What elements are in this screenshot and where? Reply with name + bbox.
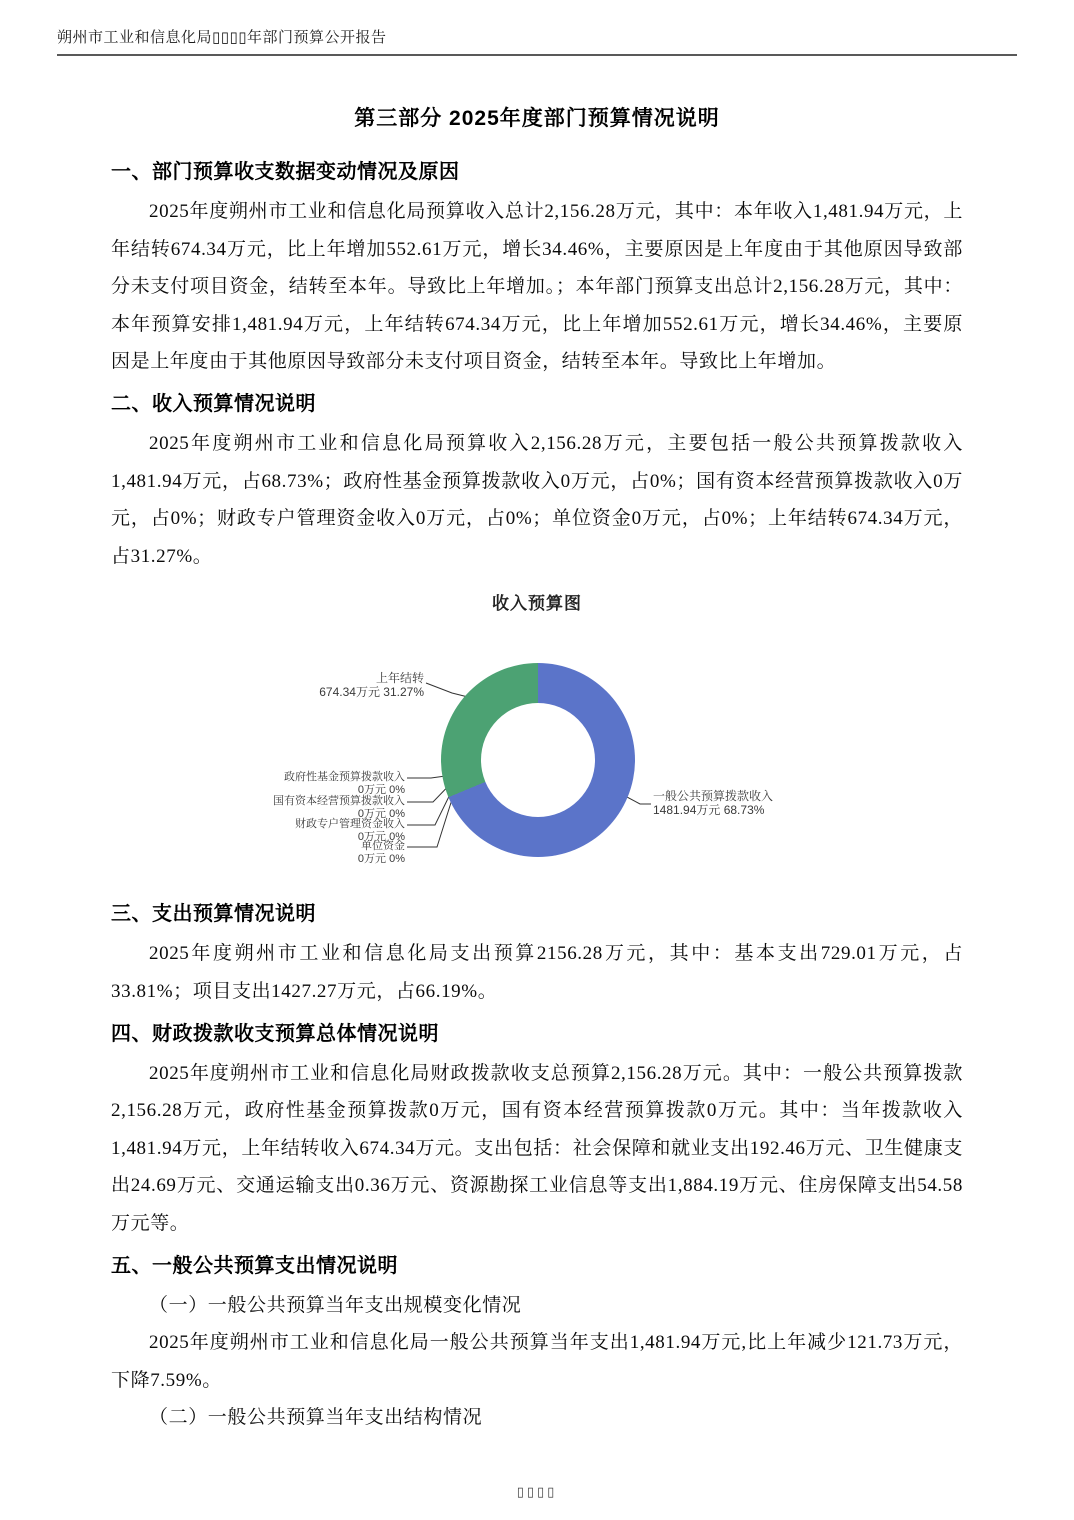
page-header	[0, 0, 1074, 56]
slice-value: 0万元 0%	[357, 830, 405, 843]
slice-name: 政府性基金预算拨款收入	[284, 771, 405, 784]
slice-value: 0万元 0%	[357, 852, 405, 865]
slice-value: 674.34万元 31.27%	[319, 685, 424, 700]
page-number-marker: ▯▯▯▯	[516, 1485, 558, 1500]
section-heading-4: 四、财政拨款收支预算总体情况说明	[111, 1022, 439, 1045]
donut-hole	[481, 703, 595, 817]
section-heading-5: 五、一般公共预算支出情况说明	[111, 1254, 398, 1277]
header-divider	[57, 54, 1017, 56]
doc-title: 第三部分 2025年度部门预算情况说明	[354, 107, 720, 130]
slice-value: 0万元 0%	[357, 807, 405, 820]
subsection-heading-5-1: （一）一般公共预算当年支出规模变化情况	[149, 1294, 522, 1316]
slice-name: 上年结转	[375, 671, 424, 686]
slice-label-govfund	[284, 771, 405, 796]
section-3-paragraph: 2025年度朔州市工业和信息化局支出预算2156.28万元，其中：基本支出729.01万元，占33.81%；项目支出1427.27万元，占66.19%。	[111, 943, 963, 1002]
document-body	[111, 104, 963, 1437]
section-heading-1: 一、部门预算收支数据变动情况及原因	[111, 161, 460, 183]
slice-name: 财政专户管理资金收入	[295, 818, 405, 831]
subsection-heading-5-2: （二）一般公共预算当年支出结构情况	[149, 1407, 483, 1429]
section-1-paragraph: 2025年度朔州市工业和信息化局预算收入总计2,156.28万元，其中：本年收入1,481.94万元，上年结转674.34万元，比上年增加552.61万元，增长34.46%，主要原因是上年度由于其他原因导致部分未支付项目资金，结转至本年。导致比上年增加。；本年部门预算支出总计2,156.28万元，其中：本年预算安排1,481.94万元，上年结转674.34万元，比上年增加552.61万元，增长34.46%，主要原因是上年度由于其他原因导致部分未支付项目资金，结转至本年。导致比上年增加。	[111, 201, 963, 373]
section-heading-3: 三、支出预算情况说明	[111, 903, 316, 926]
chart-title: 收入预算图	[492, 594, 582, 614]
slice-value: 1481.94万元 68.73%	[653, 803, 765, 818]
section-4-paragraph: 2025年度朔州市工业和信息化局财政拨款收支总预算2,156.28万元。其中：一般公共预算拨款2,156.28万元，政府性基金预算拨款0万元，国有资本经营预算拨款0万元。其中：当年拨款收入1,481.94万元，上年结转收入674.34万元。支出包括：社会保障和就业支出192.46万元、卫生健康支出24.69万元、交通运输支出0.36万元、资源勘探工业信息等支出1,884.19万元、住房保障支出54.58万元等。	[111, 1062, 963, 1234]
slice-label-unitfund	[358, 840, 405, 865]
section-heading-2: 二、收入预算情况说明	[111, 392, 316, 415]
subsection-5-1-paragraph: 2025年度朔州市工业和信息化局一般公共预算当年支出1,481.94万元,比上年减少121.73万元，下降7.59%。	[111, 1332, 963, 1391]
donut-chart	[441, 663, 635, 857]
page-footer	[0, 1485, 1074, 1500]
slice-name: 国有资本经营预算拨款收入	[273, 795, 405, 808]
slice-label-statecapital	[273, 795, 405, 820]
slice-value: 0万元 0%	[357, 783, 405, 796]
slice-label-generalbudget	[653, 789, 773, 817]
slice-label-carryover	[319, 671, 424, 699]
slice-name: 单位资金	[361, 840, 405, 853]
income-budget-chart	[111, 585, 963, 891]
header-title: 朔州市工业和信息化局▯▯▯▯年部门预算公开报告	[57, 29, 387, 46]
slice-name: 一般公共预算拨款收入	[653, 789, 774, 804]
section-2-paragraph: 2025年度朔州市工业和信息化局预算收入2,156.28万元，主要包括一般公共预算拨款收入1,481.94万元，占68.73%；政府性基金预算拨款收入0万元，占0%；国有资本经营预算拨款收入0万元，占0%；财政专户管理资金收入0万元，占0%；单位资金0万元，占0%；上年结转674.34万元，占31.27%。	[111, 432, 963, 567]
